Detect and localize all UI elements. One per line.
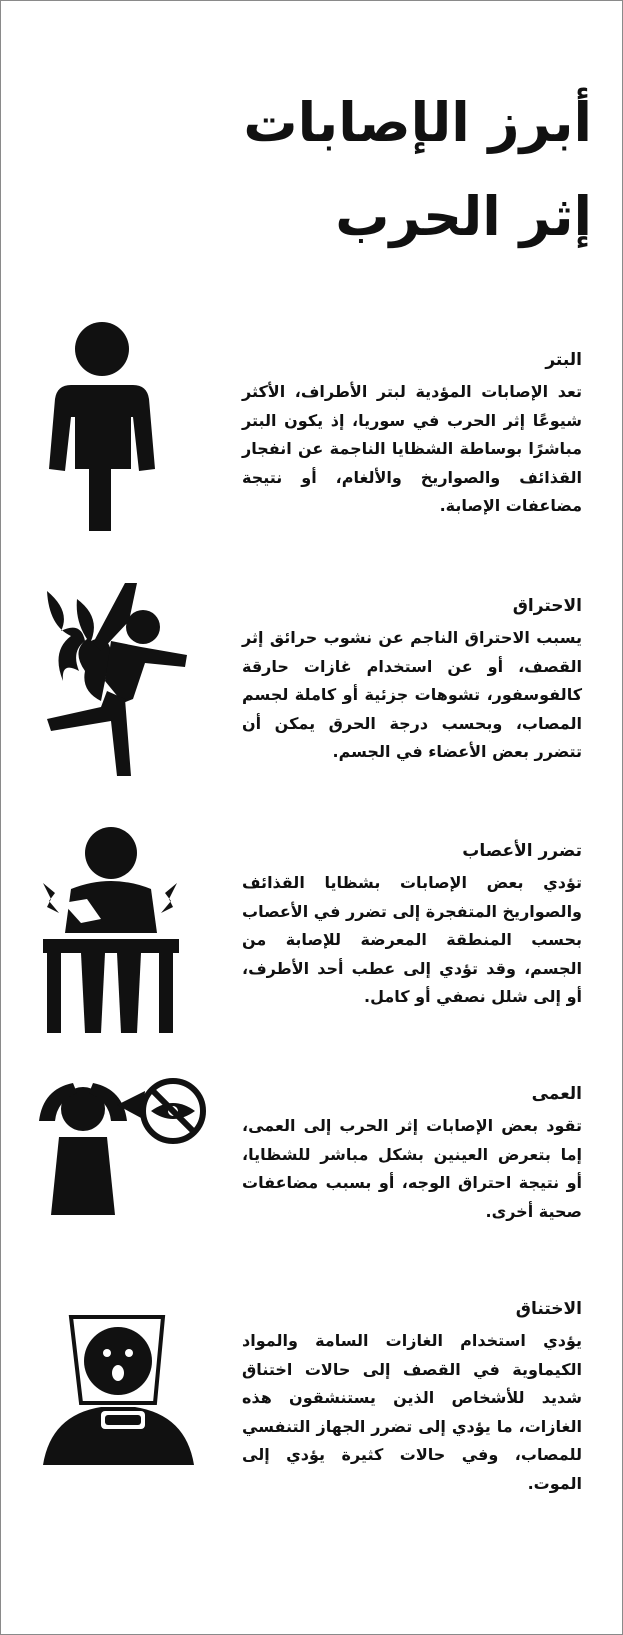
title-line-1: أبرز الإصابات: [243, 91, 592, 154]
section-heading: تضرر الأعصاب: [462, 841, 582, 861]
section-body: تؤدي بعض الإصابات بشظايا القذائف والصواريخ المتفجرة إلى تضرر في الأعصاب بحسب المنطقة المعرضة للإصابة من الجسم، وقد تؤدي إلى عطب أحد الأطرف، أو إلى شلل نصفي أو كامل.: [242, 873, 582, 1006]
choking-person-icon: [41, 1315, 196, 1465]
section-body: يسبب الاحتراق الناجم عن نشوب حرائق إثر القصف، أو عن استخدام غازات حارقة كالفوسفور، تشوهات جزئية أو كاملة لجسم المصاب، وبحسب درجة الحرق يمكن أن تتضرر بعض الأعضاء في الجسم.: [242, 628, 582, 761]
burning-person-icon: [41, 581, 191, 776]
title-line-2: إثر الحرب: [335, 185, 592, 248]
section-body: يؤدي استخدام الغازات السامة والمواد الكيماوية في القصف إلى حالات اختناق شديد للأشخاص الذين يستنشقون هذه الغازات، ما يؤدي إلى تضرر الجهاز التنفسي للمصاب، وفي حالات كثيرة يؤدي إلى الموت.: [242, 1331, 582, 1493]
section-heading: الاحتراق: [512, 596, 582, 616]
section-body: تعد الإصابات المؤدية لبتر الأطراف، الأكثر شيوعًا إثر الحرب في سوريا، إذ يكون البتر مباشرًا بوساطة الشظايا الناجمة عن انفجار القذائف والصواريخ والألغام، أو نتيجة مضاعفات الإصابة.: [242, 382, 582, 515]
section-suffocation: [242, 1297, 582, 1498]
nerve-pain-person-icon: [41, 823, 181, 1033]
section-amputation: [242, 348, 582, 521]
blind-person-icon: [33, 1075, 208, 1215]
amputee-person-icon: [45, 319, 155, 531]
section-burns: [242, 594, 582, 767]
section-heading: البتر: [545, 350, 582, 370]
page-title: [32, 76, 592, 264]
section-body: تقود بعض الإصابات إثر الحرب إلى العمى، إما بتعرض العينين بشكل مباشر للشظايا، أو نتيجة احتراق الوجه، أو بسبب مضاعفات صحية أخرى.: [242, 1116, 582, 1221]
section-heading: العمى: [531, 1084, 582, 1104]
section-heading: الاختناق: [515, 1299, 582, 1319]
section-blindness: [242, 1082, 582, 1226]
section-nerves: [242, 839, 582, 1012]
